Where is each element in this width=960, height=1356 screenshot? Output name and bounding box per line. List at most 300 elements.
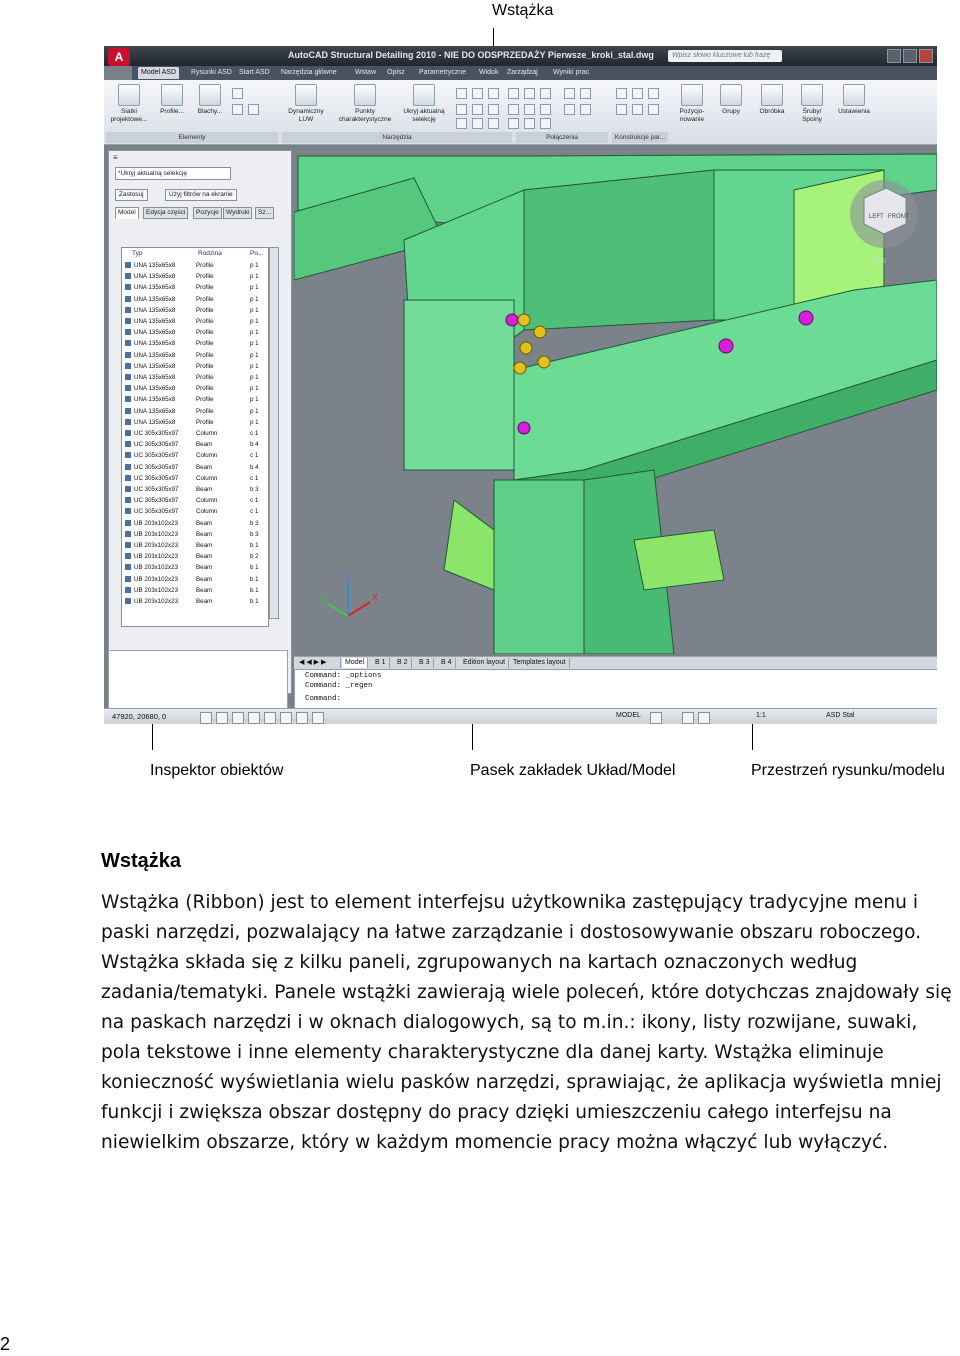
layout-tab-bar [294,656,937,669]
cell-family: Profile [196,295,214,303]
ribbon-tab-manage[interactable]: Zarządzaj [507,69,538,76]
viewcube-icon[interactable] [864,188,906,234]
cell-position: c 1 [250,497,259,505]
use-filters-button[interactable]: Użyj filtrów na ekranie [165,189,237,201]
scrollbar-thumb[interactable] [269,247,279,619]
column-face [404,300,514,470]
ribbon-tab-parametric[interactable]: Parametryczne [419,69,467,76]
ribbon-group-tools[interactable]: Narzędzia [282,132,512,143]
profile-row-icon [125,352,131,358]
maximize-button[interactable] [903,49,917,63]
characteristic-points-button[interactable]: Punkty charakterystyczne [336,84,394,124]
polar-icon[interactable] [248,712,260,724]
cell-type: UB 203x102x23 [134,553,179,561]
small-tool-icon[interactable] [616,88,627,99]
inspector-tab-printouts[interactable]: Wydruki [223,207,252,219]
table-row[interactable] [122,540,268,551]
plates-button[interactable]: Blachy... [192,84,228,116]
table-row[interactable] [122,439,268,450]
cell-position: p 1 [250,340,259,348]
cell-type: UB 203x102x23 [134,575,179,583]
cell-position: b 1 [250,598,259,605]
page-number: 2 [0,1334,11,1354]
table-row[interactable] [122,350,268,361]
layout-tab-b1[interactable]: B 1 [372,658,390,668]
cell-type: UC 305x305x97 [134,430,179,437]
small-tool-icon[interactable] [524,118,535,129]
inspector-tab-model[interactable]: Model [115,207,139,219]
small-tool-icon[interactable] [580,88,591,99]
cell-type: UB 203x102x23 [134,519,179,527]
cell-position: b 1 [250,564,259,572]
hide-icon [413,84,435,106]
cell-type: UB 203x102x23 [134,598,179,605]
pan-icon[interactable] [682,712,694,724]
workspace-switch[interactable]: ASD Stal [826,712,855,719]
table-row[interactable] [122,338,268,349]
points-icon [354,84,376,106]
small-tool-icon[interactable] [472,88,483,99]
object-inspector [108,150,292,694]
title-bar [104,46,937,66]
cell-position: p 1 [250,407,259,415]
cell-type: UC 305x305x97 [134,497,179,505]
ribbon-tab-model-asd[interactable]: Model ASD [138,67,179,79]
cell-family: Profile [196,306,214,314]
profile-row-icon [125,486,131,492]
profile-row-icon [125,452,131,458]
cell-type: UNA 135x65x8 [134,351,176,359]
positioning-button[interactable]: Pozycjo-nowanie [674,84,710,124]
small-tool-icon[interactable] [248,104,259,115]
cell-family: Profile [196,273,214,281]
profile-row-icon [125,542,131,548]
profile-row-icon [125,587,131,593]
table-row[interactable] [122,574,268,585]
small-tool-icon[interactable] [232,88,243,99]
close-button[interactable] [919,49,933,63]
callout-layout-tabs-label: Pasek zakładek Układ/Model [470,762,676,779]
profile-row-icon [125,564,131,570]
section-heading: Wstążka [101,850,182,872]
cell-family: Profile [196,407,214,415]
table-row[interactable] [122,372,268,383]
table-row[interactable] [122,495,268,506]
small-tool-icon[interactable] [456,118,467,129]
table-row[interactable] [122,394,268,405]
osnap-icon[interactable] [264,712,276,724]
small-tool-icon[interactable] [648,104,659,115]
plate-icon [199,84,221,106]
inspector-object-list [121,247,269,627]
profile-row-icon [125,497,131,503]
inspector-tab-positions[interactable]: Pozycje [193,207,222,219]
profile-row-icon [125,296,131,302]
small-tool-icon[interactable] [508,88,519,99]
profile-row-icon [125,464,131,470]
small-tool-icon[interactable] [524,104,535,115]
layout-tab-b4[interactable]: B 4 [438,658,456,668]
bolt-icon [719,339,733,353]
status-bar [104,708,937,724]
cell-position: b 3 [250,530,259,538]
cell-type: UNA 135x65x8 [134,340,176,348]
profile-row-icon [125,408,131,414]
profile-row-icon [125,374,131,380]
viewcube-wcs-label[interactable]: WCS [872,259,886,265]
inspector-filter-select[interactable]: *Ukryj aktualną selekcję [115,167,231,180]
small-tool-icon[interactable] [488,118,499,129]
ucs-y-label: Y [320,594,327,604]
cell-position: p 1 [250,418,259,426]
small-tool-icon[interactable] [616,104,627,115]
viewcube-left-label: LEFT [869,214,884,220]
cell-position: c 1 [250,474,259,482]
cell-position: b 4 [250,463,259,471]
cell-position: b 1 [250,542,259,549]
cell-family: Profile [196,318,214,325]
ortho-icon[interactable] [232,712,244,724]
ribbon-tab-home[interactable]: Narzędzia główne [281,69,337,76]
snap-icon[interactable] [200,712,212,724]
profile-row-icon [125,363,131,369]
cursor-coordinates: 47920, 20680, 0 [112,712,167,721]
cell-family: Column [196,474,218,482]
settings-icon [843,84,865,106]
small-tool-icon[interactable] [524,88,535,99]
small-tool-icon[interactable] [456,104,467,115]
table-row[interactable] [122,551,268,562]
groups-button[interactable]: Grupy [716,84,746,116]
layout-tab-model[interactable]: Model [342,658,368,668]
cell-family: Column [196,452,218,460]
cell-position: p 1 [250,351,259,359]
cell-position: p 1 [250,329,259,337]
grid-icon [118,84,140,106]
cell-position: c 1 [250,452,259,460]
cell-family: Profile [196,329,214,337]
cell-position: c 1 [250,430,259,437]
cell-type: UNA 135x65x8 [134,329,176,337]
cell-type: UC 305x305x97 [134,441,179,449]
bolts-welds-button[interactable]: Śruby/ Spoiny [796,84,828,124]
bolt-icon [799,311,813,325]
ribbon-group-elements[interactable]: Elementy [106,132,278,143]
app-menu-button[interactable]: A [108,48,130,66]
cell-family: Beam [196,598,213,605]
cell-position: p 1 [250,262,259,269]
cell-family: Profile [196,396,214,404]
profile-row-icon [125,262,131,268]
command-prompt[interactable]: Command: [305,695,342,703]
cell-family: Beam [196,575,213,583]
profile-row-icon [125,340,131,346]
settings-button[interactable]: Ustawienia [834,84,874,116]
profile-row-icon [125,307,131,313]
ucs-x-label: X [372,592,379,602]
table-row[interactable] [122,327,268,338]
bolt-icon [506,314,518,326]
cell-position: p 1 [250,306,259,314]
table-row[interactable] [122,484,268,495]
command-history-line: Command: _regen [305,682,373,690]
ribbon-tab-annotate[interactable]: Opisz [387,69,405,76]
table-row[interactable] [122,271,268,282]
table-row[interactable] [122,450,268,461]
profile-row-icon [125,520,131,526]
cell-type: UNA 135x65x8 [134,295,176,303]
ribbon-tab-insert[interactable]: Wstaw [355,69,376,76]
ribbon-tab-rysunki-asd[interactable]: Rysunki ASD [191,69,232,76]
table-row[interactable] [122,428,268,439]
bolt-icon [538,356,550,368]
table-row[interactable] [122,562,268,573]
cell-type: UC 305x305x97 [134,474,179,482]
small-tool-icon[interactable] [488,88,499,99]
inspector-properties-grid [108,650,288,712]
cell-type: UNA 135x65x8 [134,374,176,381]
apply-button[interactable]: Zastosuj [115,189,148,201]
cell-type: UNA 135x65x8 [134,318,176,325]
small-tool-icon[interactable] [632,88,643,99]
small-tool-icon[interactable] [508,118,519,129]
profile-row-icon [125,576,131,582]
table-row[interactable] [122,518,268,529]
hide-selection-button[interactable]: Ukryj aktualną selekcję [400,84,448,124]
cell-position: p 1 [250,362,259,370]
cell-type: UC 305x305x97 [134,486,179,493]
small-tool-icon[interactable] [488,104,499,115]
ucs-icon [295,84,317,106]
cell-family: Profile [196,351,214,359]
cell-position: p 1 [250,374,259,381]
table-row[interactable] [122,260,268,271]
cell-position: b 3 [250,519,259,527]
table-row[interactable] [122,506,268,517]
table-row[interactable] [122,473,268,484]
cell-family: Beam [196,586,213,594]
cell-family: Profile [196,418,214,426]
position-icon [681,84,703,106]
cell-family: Column [196,430,218,437]
cell-family: Beam [196,553,213,561]
small-tool-icon[interactable] [648,88,659,99]
cell-family: Beam [196,519,213,527]
minimize-button[interactable] [887,49,901,63]
table-row[interactable] [122,462,268,473]
cell-type: UNA 135x65x8 [134,418,176,426]
processing-icon [761,84,783,106]
profile-row-icon [125,419,131,425]
callout-ribbon-label: Wstążka [492,2,554,19]
table-row[interactable] [122,282,268,293]
table-row[interactable] [122,417,268,428]
cell-family: Profile [196,385,214,393]
small-tool-icon[interactable] [564,104,575,115]
table-row[interactable] [122,316,268,327]
table-row[interactable] [122,383,268,394]
cell-family: Profile [196,262,214,269]
callout-inspector-label: Inspektor obiektów [150,762,284,779]
small-tool-icon[interactable] [580,104,591,115]
cell-position: p 1 [250,318,259,325]
small-tool-icon[interactable] [456,88,467,99]
cell-family: Profile [196,340,214,348]
small-tool-icon[interactable] [564,88,575,99]
stiffener-right [634,530,724,590]
cell-family: Profile [196,374,214,381]
dynamic-ucs-button[interactable]: Dynamiczny LUW [286,84,326,124]
ribbon-group-structures[interactable]: Konstrukcje par... [612,132,668,143]
cell-type: UC 305x305x97 [134,508,179,516]
table-row[interactable] [122,361,268,372]
cell-position: b 2 [250,553,259,561]
ribbon-group-connections[interactable]: Połączenia [516,132,608,143]
layout-tab-templates[interactable]: Templates layout [510,658,570,668]
profile-row-icon [125,284,131,290]
help-search-input[interactable]: Wpisz słowo kluczowe lub frazę [668,50,782,62]
grid-icon[interactable] [216,712,228,724]
cell-type: UB 203x102x23 [134,530,179,538]
cell-family: Beam [196,530,213,538]
cell-position: c 1 [250,508,259,516]
column-header-type[interactable]: Typ [132,250,143,257]
cell-family: Beam [196,542,213,549]
small-tool-icon[interactable] [540,104,551,115]
box-inner-face [524,170,714,330]
profiles-button[interactable]: Profile... [154,84,190,116]
zoom-icon[interactable] [698,712,710,724]
steel-model-drawing [294,150,937,654]
ribbon-tab-start-asd[interactable]: Start ASD [239,69,270,76]
grids-button[interactable]: Siatki projektowe... [108,84,150,124]
command-history-line: Command: _options [305,672,382,680]
cell-type: UNA 135x65x8 [134,362,176,370]
viewcube-front-label: FRONT [888,214,909,220]
cell-position: p 1 [250,396,259,404]
cell-position: p 1 [250,284,259,292]
table-row[interactable] [122,305,268,316]
small-tool-icon[interactable] [472,118,483,129]
annotation-scale[interactable]: 1:1 [756,712,766,719]
small-tool-icon[interactable] [232,104,243,115]
cell-position: b 1 [250,586,259,594]
column-header-family[interactable]: Rodzina [198,250,222,257]
column-header-position[interactable]: Po... [250,250,264,257]
small-tool-icon[interactable] [508,104,519,115]
otrack-icon[interactable] [280,712,292,724]
cell-family: Beam [196,486,213,493]
callout-drawing-space-label: Przestrzeń rysunku/modelu [751,762,945,779]
cell-type: UC 305x305x97 [134,463,179,471]
command-line[interactable] [294,669,937,709]
layout-tab-b2[interactable]: B 2 [394,658,412,668]
table-row[interactable] [122,529,268,540]
small-tool-icon[interactable] [632,104,643,115]
cell-type: UB 203x102x23 [134,586,179,594]
profile-icon [161,84,183,106]
cell-type: UNA 135x65x8 [134,407,176,415]
ribbon-tab-bar [132,66,937,80]
bolt-icon [520,342,532,354]
small-tool-icon[interactable] [540,88,551,99]
quick-view-icon[interactable] [650,712,662,724]
inspector-tab-part-edit[interactable]: Edycja części [143,207,188,219]
ucs-z-label: Z [346,570,352,580]
layout-nav-arrows[interactable]: ◀ ◀ ▶ ▶ [296,658,341,668]
table-row[interactable] [122,585,268,596]
table-row[interactable] [122,294,268,305]
cell-position: p 1 [250,385,259,393]
ribbon-tab-output[interactable]: Wyniki prac [553,69,590,76]
ribbon-panel [104,80,937,145]
profile-row-icon [125,531,131,537]
window-title: AutoCAD Structural Detailing 2010 - NIE DO ODSPRZEDAŻY Pierwsze_kroki_stal.dwg [288,50,654,60]
profile-row-icon [125,598,131,604]
bolt-icon [518,422,530,434]
inspector-grip-icon: ≡ [113,153,118,162]
cell-family: Beam [196,463,213,471]
drawing-viewport[interactable] [294,150,937,654]
column-lower [494,480,584,654]
bolt-icon [514,362,526,374]
cell-type: UNA 135x65x8 [134,273,176,281]
cell-type: UC 305x305x97 [134,452,179,460]
cell-position: b 4 [250,441,259,449]
cell-family: Beam [196,441,213,449]
model-space-toggle[interactable]: MODEL [616,712,641,719]
table-row[interactable] [122,406,268,417]
cell-type: UNA 135x65x8 [134,284,176,292]
bolts-icon [801,84,823,106]
profile-row-icon [125,508,131,514]
table-row[interactable] [122,596,268,607]
profile-row-icon [125,318,131,324]
profile-row-icon [125,430,131,436]
profile-row-icon [125,385,131,391]
bolt-icon [518,314,530,326]
cell-type: UB 203x102x23 [134,564,179,572]
cell-type: UNA 135x65x8 [134,306,176,314]
ducs-icon[interactable] [296,712,308,724]
cell-position: p 1 [250,273,259,281]
cell-type: UNA 135x65x8 [134,262,176,269]
ribbon-tab-view[interactable]: Widok [479,69,499,76]
bolt-icon [534,326,546,338]
cell-type: UB 203x102x23 [134,542,179,549]
cell-type: UNA 135x65x8 [134,385,176,393]
layout-tab-edition[interactable]: Edition layout [460,658,509,668]
body-paragraph: Wstążka (Ribbon) jest to element interfejsu użytkownika zastępujący tradycyjne menu i paski narzędzi, pozwalający na łatwe zarządzanie i dostosowywanie obszaru roboczego. Wstążka składa się z kilku paneli, zgrupowanych na kartach oznaczonych według zadania/tematyki. Panele wstążki zawierają wiele poleceń, które dotychczas znajdowały się na paskach narzędzi i w oknach dialogowych, są to m.in.: ikony, listy rozwijane, suwaki, pola tekstowe i inne elementy charakterystyczne dla danej karty. Wstążka eliminuje konieczność wyświetlania wielu pasków narzędzi, sprawiając, że aplikacja wyświetla mniej funkcji i zwiększa obszar dostępny do pracy dzięki umieszczeniu całego interfejsu na niewielkim obszarze, który w każdym momencie pracy można włączyć lub wyłączyć. [101,892,952,1153]
cell-family: Column [196,508,218,516]
cell-position: p 1 [250,295,259,303]
cell-position: b 3 [250,486,259,493]
cell-family: Profile [196,284,214,292]
dyn-icon[interactable] [312,712,324,724]
cell-family: Beam [196,564,213,572]
inspector-tab-more[interactable]: Sz... [255,207,274,219]
layout-tab-b3[interactable]: B 3 [416,658,434,668]
autocad-screenshot [104,46,937,724]
processing-button[interactable]: Obróbka [754,84,790,116]
profile-row-icon [125,329,131,335]
cell-family: Profile [196,362,214,370]
cell-type: UNA 135x65x8 [134,396,176,404]
profile-row-icon [125,475,131,481]
cell-position: b 1 [250,575,259,583]
small-tool-icon[interactable] [472,104,483,115]
small-tool-icon[interactable] [540,118,551,129]
